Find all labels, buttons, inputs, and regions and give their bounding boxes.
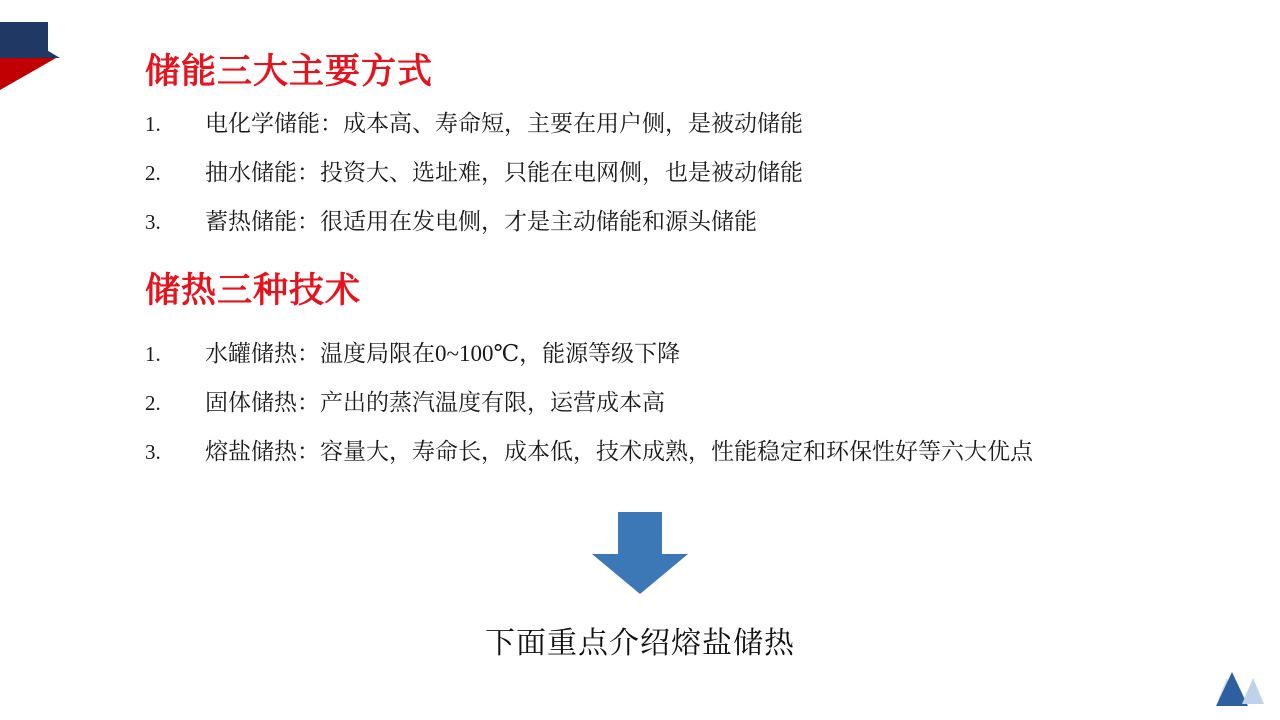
conclusion-text: 下面重点介绍熔盐储热 xyxy=(485,627,795,660)
list-heat-storage-technologies xyxy=(145,338,1205,467)
list-item-number: 3. xyxy=(145,210,161,235)
red-triangle-shape xyxy=(0,58,56,90)
list-item xyxy=(145,206,1205,237)
list-item xyxy=(145,157,1205,188)
arrow-head-shape xyxy=(592,554,688,594)
arrow-stem-shape xyxy=(618,512,662,554)
slide-content xyxy=(145,52,1205,485)
list-item-text: 电化学储能：成本高、寿命短，主要在用户侧，是被动储能 xyxy=(205,111,803,137)
list-item xyxy=(145,338,1205,369)
list-item-text: 熔盐储热：容量大，寿命长，成本低，技术成熟，性能稳定和环保性好等六大优点 xyxy=(205,438,1033,464)
list-item xyxy=(145,108,1205,139)
section-title-heat-storage-technologies: 储热三种技术 xyxy=(145,271,362,311)
list-item-number: 2. xyxy=(145,161,161,186)
list-item-number: 1. xyxy=(145,112,161,137)
corner-decoration-top-left-icon xyxy=(0,22,64,94)
list-item-number: 2. xyxy=(145,390,161,415)
navy-triangle-shape xyxy=(0,22,60,58)
list-item-text: 蓄热储能：很适用在发电侧，才是主动储能和源头储能 xyxy=(205,209,757,235)
list-item xyxy=(145,436,1205,467)
list-item-text: 抽水储能：投资大、选址难，只能在电网侧，也是被动储能 xyxy=(205,160,803,186)
list-item-text: 固体储热：产出的蒸汽温度有限，运营成本高 xyxy=(205,389,665,415)
list-storage-methods xyxy=(145,108,1205,237)
corner-decoration-bottom-right-icon xyxy=(1212,654,1266,706)
pale-triangle-shape xyxy=(1242,678,1264,704)
list-item-number: 3. xyxy=(145,439,161,464)
list-item-number: 1. xyxy=(145,341,161,366)
list-item xyxy=(145,387,1205,418)
section-title-storage-methods: 储能三大主要方式 xyxy=(145,52,434,91)
list-item-text: 水罐储热：温度局限在0~100℃，能源等级下降 xyxy=(205,340,681,366)
down-arrow-container xyxy=(0,512,1280,594)
down-arrow-icon xyxy=(592,512,688,594)
